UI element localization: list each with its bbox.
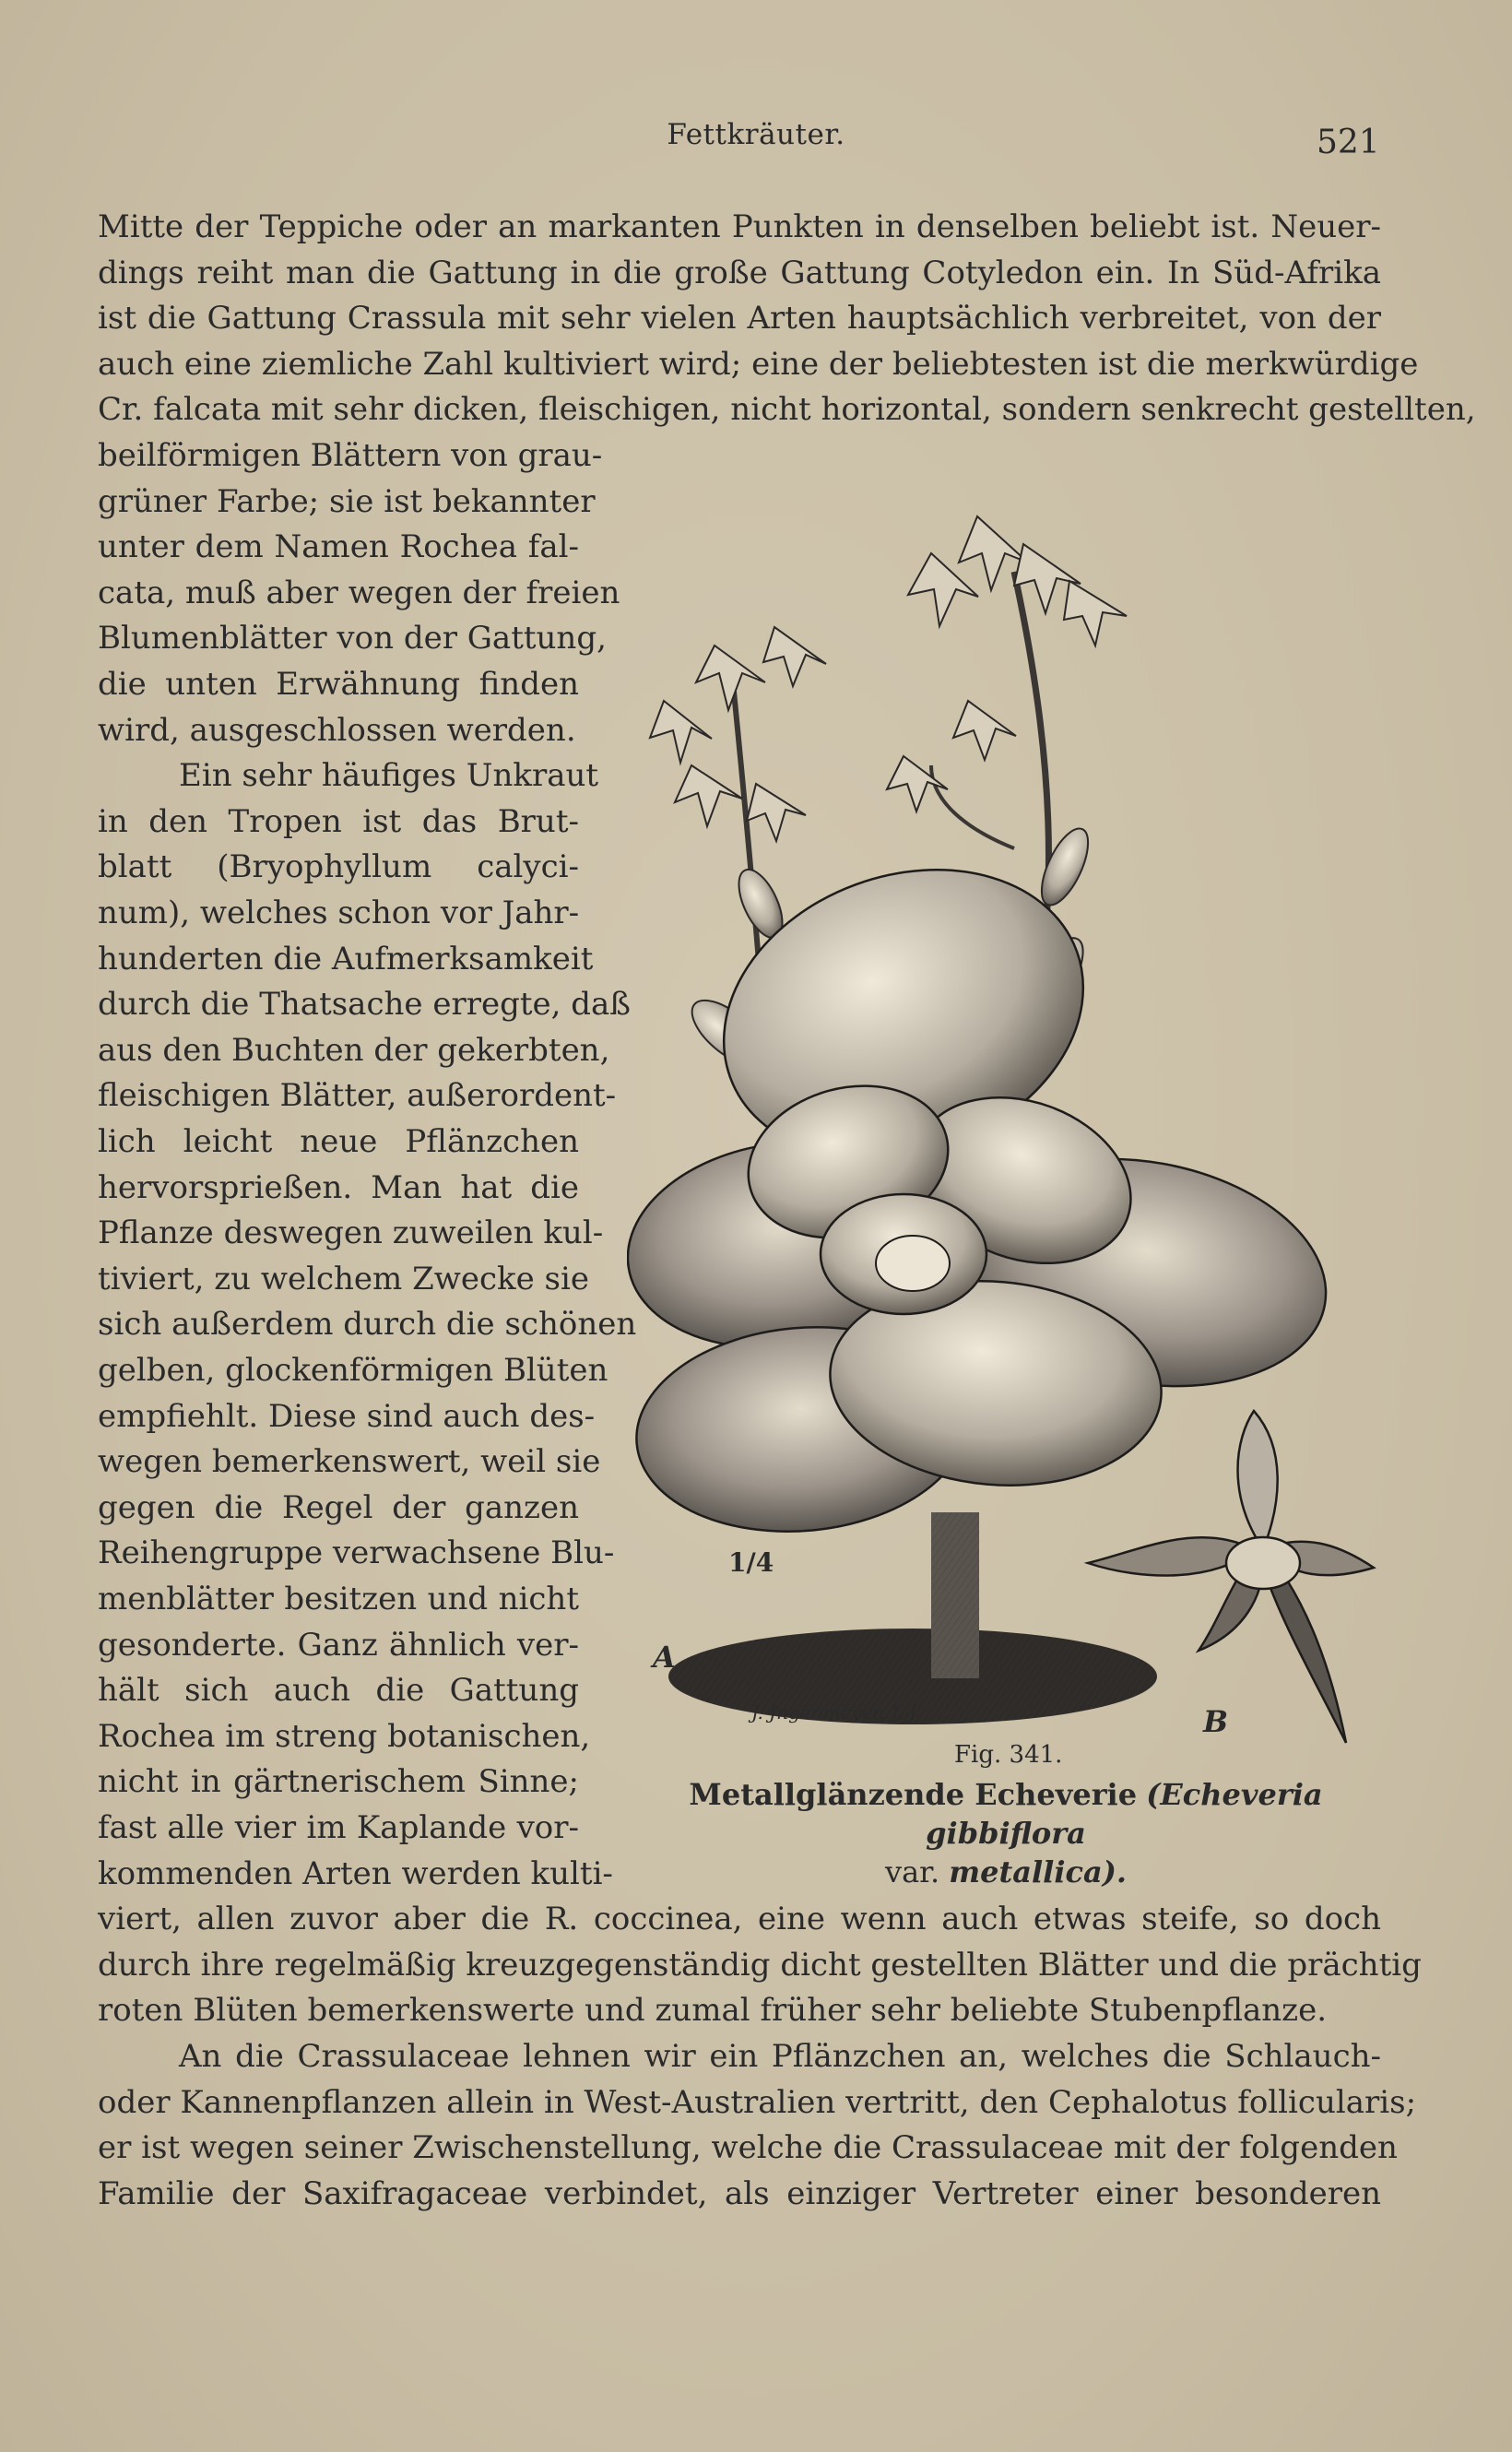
text-line: in den Tropen ist das Brut- [98,802,579,840]
text-line: lich leicht neue Pflänzchen [98,1123,579,1160]
running-title: Fettkräuter. [667,118,845,151]
text-line: empfiehlt. Diese sind auch des- [98,1397,596,1435]
text-line: An die Crassulaceae lehnen wir ein Pflänzchen an, welches die Schlauch- [179,2038,1381,2075]
flower-clusters [650,516,1127,841]
text-line: durch die Thatsache erregte, daß [98,986,631,1024]
text-line: dings reiht man die Gattung in die große Gattung Cotyledon ein. In Süd-Afrika [98,254,1381,291]
text-line: viert, allen zuvor aber die R. coccinea, eine wenn auch etwas steife, so doch [98,1901,1381,1938]
text-line: Reihengruppe verwachsene Blu- [98,1534,615,1572]
text-line: Cr. falcata mit sehr dicken, fleischigen, nicht horizontal, sondern senkrecht gestellten, [98,391,1476,429]
caption-german: Metallglänzende Echeverie [689,1777,1138,1812]
text-line: wird, ausgeschlossen werden. [98,711,576,749]
text-line: Familie der Saxifragaceae verbindet, als einziger Vertreter einer besonderen [98,2174,1381,2212]
figure-number: Fig. 341. [954,1741,1063,1769]
text-line: beilförmigen Blättern von grau- [98,437,603,474]
text-line: roten Blüten bemerkenswerte und zumal früher sehr beliebte Stubenpflanze. [98,1992,1328,2030]
text-line: fast alle vier im Kaplande vor- [98,1809,579,1846]
text-line: gelben, glockenförmigen Blüten [98,1352,608,1389]
scale-label: 1/4 [728,1547,774,1578]
figure-label-a: A [653,1640,676,1675]
text-line: gegen die Regel der ganzen [98,1488,579,1526]
text-line: die unten Erwähnung finden [98,666,579,703]
text-line: unter dem Namen Rochea fal- [98,528,579,566]
caption-var: metallica). [949,1854,1127,1889]
text-line: blatt (Bryophyllum calyci- [98,848,579,886]
engraver-signature: J. Jngenmeyer. J. J. [751,1701,921,1724]
text-line: ist die Gattung Crassula mit sehr vielen Arten hauptsächlich verbreitet, von der [98,300,1381,338]
text-line: oder Kannenpflanzen allein in West-Australien vertritt, den Cephalotus follicularis; [98,2083,1417,2121]
text-line: tiviert, zu welchem Zwecke sie [98,1260,589,1297]
text-line: gesonderte. Ganz ähnlich ver- [98,1626,579,1664]
caption-latin: (Echeveria gibbiflora [926,1777,1323,1851]
text-line: cata, muß aber wegen der freien [98,574,620,611]
text-line: nicht in gärtnerischem Sinne; [98,1763,579,1801]
text-line: hält sich auch die Gattung [98,1672,579,1710]
caption-var-prefix: var. [885,1854,940,1889]
plant-illustration [627,461,1392,1761]
text-line: grüner Farbe; sie ist bekannter [98,482,596,520]
page-number: 521 [1317,124,1380,161]
text-line: num), welches schon vor Jahr- [98,894,580,931]
text-line: hunderten die Aufmerksamkeit [98,940,594,977]
text-line: Rochea im streng botanischen, [98,1717,591,1755]
figure-label-b: B [1203,1704,1229,1739]
text-line: menblätter besitzen und nicht [98,1581,579,1617]
text-line: Pflanze deswegen zuweilen kul- [98,1214,604,1252]
text-line: Ein sehr häufiges Unkraut [179,757,599,795]
text-line: hervorsprießen. Man hat die [98,1168,579,1206]
text-line: fleischigen Blätter, außerordent- [98,1077,617,1115]
text-line: er ist wegen seiner Zwischenstellung, welche die Crassulaceae mit der folgenden [98,2129,1398,2167]
text-line: kommenden Arten werden kulti- [98,1854,613,1892]
text-line: auch eine ziemliche Zahl kultiviert wird; eine der beliebtesten ist die merkwürdige [98,345,1419,383]
text-line: sich außerdem durch die schönen [98,1306,637,1344]
text-line: Mitte der Teppiche oder an markanten Punkten in denselben beliebt ist. Neuer- [98,208,1381,245]
figure-caption [642,1775,1370,1891]
text-line: aus den Buchten der gekerbten, [98,1031,610,1069]
text-line: Blumenblätter von der Gattung, [98,620,607,657]
text-line: durch ihre regelmäßig kreuzgegenständig dicht gestellten Blätter und die prächtig [98,1946,1422,1984]
text-line: wegen bemerkenswert, weil sie [98,1443,601,1481]
